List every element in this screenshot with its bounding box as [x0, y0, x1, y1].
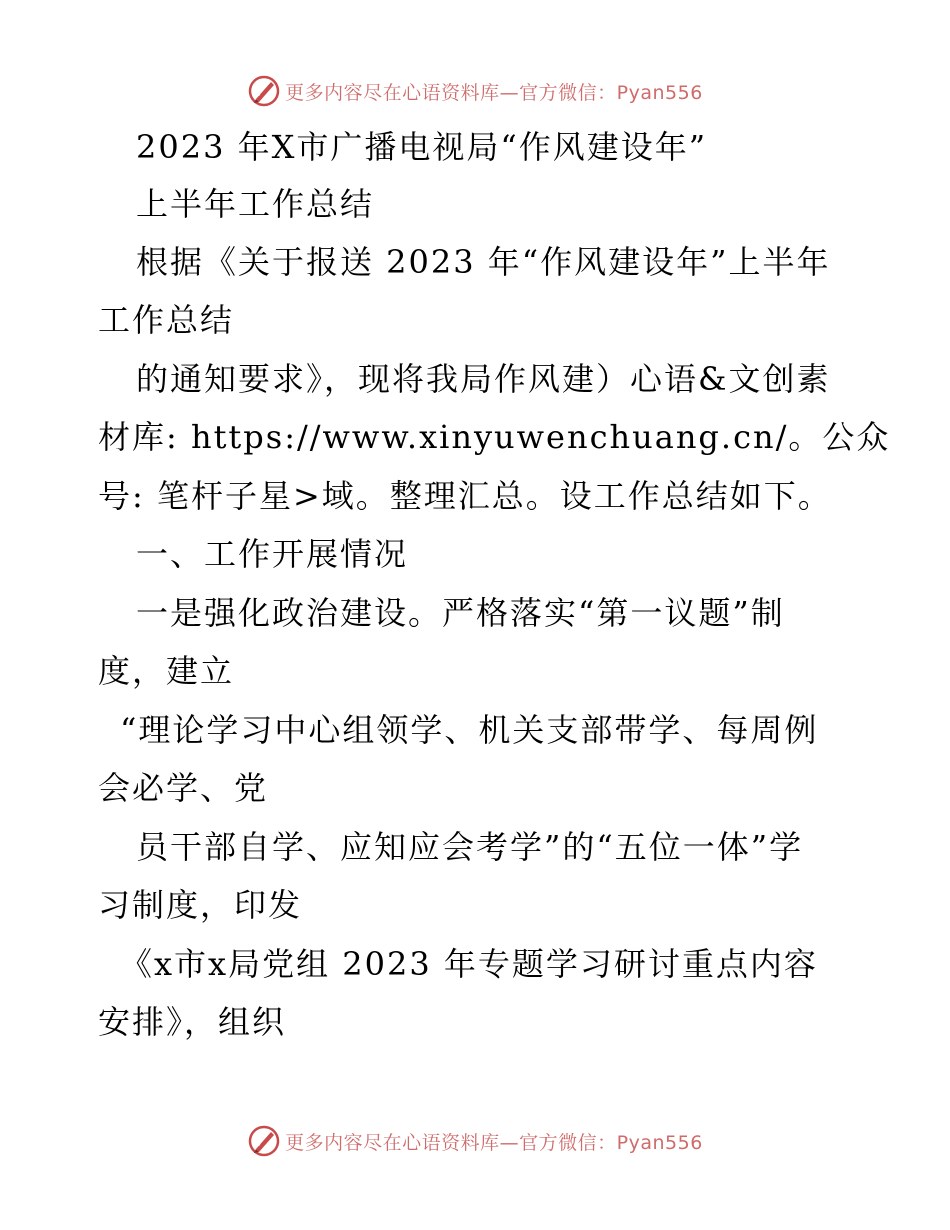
- section-heading: 一、工作开展情况: [136, 535, 409, 573]
- paragraph-line: 号: 笔杆子星>域。整理汇总。设工作总结如下。: [98, 477, 832, 515]
- watermark-text: 更多内容尽在心语资料库—官方微信：Pyan556: [285, 1131, 703, 1154]
- watermark-text: 更多内容尽在心语资料库—官方微信：Pyan556: [285, 81, 703, 104]
- paragraph-line: 的通知要求》，现将我局作风建）心语&文创素: [136, 360, 831, 398]
- paragraph-line: “理论学习中心组领学、机关支部带学、每周例: [120, 711, 819, 749]
- pen-logo-icon: [247, 1124, 281, 1158]
- paragraph-line: 习制度，印发: [98, 886, 303, 924]
- paragraph-line: 安排》，组织: [98, 1003, 287, 1041]
- paragraph-line: 员干部自学、应知应会考学”的“五位一体”学: [136, 828, 804, 866]
- paragraph-line: 根据《关于报送 2023 年“作风建设年”上半年: [136, 243, 831, 281]
- watermark-footer: [0, 1121, 950, 1161]
- paragraph-line: 《x市x局党组 2023 年专题学习研讨重点内容: [120, 945, 818, 983]
- doc-title-line-2: 上半年工作总结: [136, 185, 375, 223]
- pen-logo-icon: [247, 74, 281, 108]
- paragraph-line: 一是强化政治建设。严格落实“第一议题”制: [136, 594, 785, 632]
- paragraph-line: 工作总结: [98, 301, 235, 339]
- doc-title-line-1: 2023 年X市广播电视局“作风建设年”: [136, 128, 708, 166]
- paragraph-line: 会必学、党: [98, 769, 269, 807]
- watermark-header: [0, 71, 950, 111]
- paragraph-line: 度，建立: [98, 652, 235, 690]
- paragraph-line: 材库: https://www.xinyuwenchuang.cn/。公众: [98, 418, 891, 456]
